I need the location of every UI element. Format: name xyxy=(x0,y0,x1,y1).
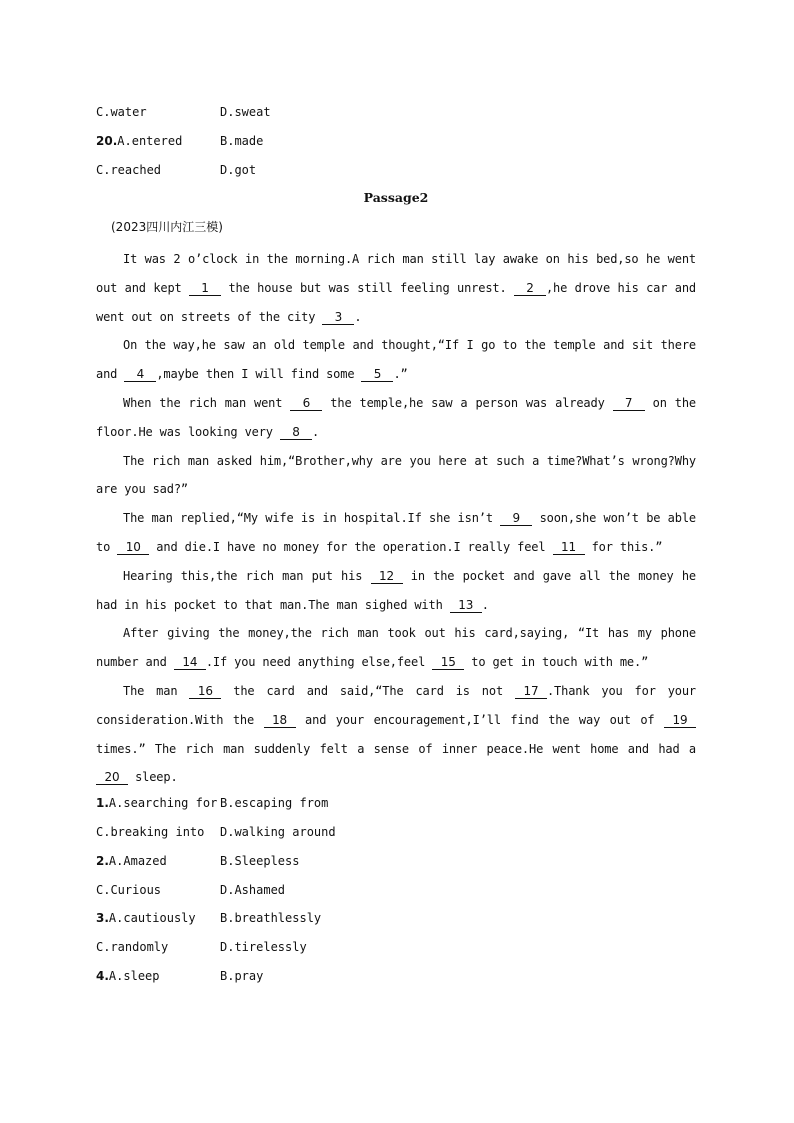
paragraph-text: On the way,he saw an old temple and thought,“If I go to the temple and sit there and xyxy=(96,338,696,382)
option-a: A.cautiously xyxy=(108,911,196,926)
paragraph-text: The man xyxy=(123,683,190,698)
blank-5: 5 xyxy=(361,367,393,382)
blank-4: 4 xyxy=(124,367,156,382)
blank-18: 18 xyxy=(264,713,296,728)
option-b: D.walking around xyxy=(220,824,336,839)
blank-20: 20 xyxy=(96,770,128,785)
passage-title: Passage2 xyxy=(363,190,429,206)
blank-12: 12 xyxy=(371,569,403,584)
paragraph-text: .” xyxy=(393,367,408,382)
paragraph-text: ,he drove his car and went out on streets of the city xyxy=(96,280,696,324)
option-b: D.Ashamed xyxy=(220,882,286,897)
option-a: A.Amazed xyxy=(108,853,167,868)
paragraph-1 xyxy=(96,245,696,331)
question-number: 20. xyxy=(96,133,118,148)
paragraph-text: times.” The rich man suddenly felt a sense of inner peace.He went home and had a xyxy=(96,741,696,756)
option-b: B.Sleepless xyxy=(220,853,300,868)
paragraph-6 xyxy=(96,562,696,620)
question-number: 2. xyxy=(96,853,109,868)
blank-13: 13 xyxy=(450,598,482,613)
blank-9: 9 xyxy=(500,511,532,526)
option-a: C.Curious xyxy=(96,882,162,897)
option-a: A.searching for xyxy=(108,796,218,811)
paragraph-3 xyxy=(96,389,696,447)
paragraph-text: and die.I have no money for the operation.I really feel xyxy=(149,539,553,554)
paragraph-7 xyxy=(96,619,696,677)
blank-7: 7 xyxy=(613,396,645,411)
blank-8: 8 xyxy=(280,425,312,440)
option-row xyxy=(96,792,696,821)
paragraph-text: . xyxy=(481,597,489,612)
paragraph-text: in the pocket and gave all the money he had in his pocket to that man.The man sighed with xyxy=(96,568,696,612)
option-row xyxy=(96,850,696,879)
paragraph-text: for this.” xyxy=(584,539,663,554)
option-b: D.got xyxy=(220,162,257,177)
paragraph-text: . xyxy=(311,424,320,439)
option-row xyxy=(96,821,696,850)
option-a: A.entered xyxy=(117,133,183,148)
option-row xyxy=(96,907,696,936)
paragraph-text: .Thank you for your consideration.With the xyxy=(96,683,697,727)
option-row xyxy=(96,159,696,188)
paragraph-text: the house but was still feeling unrest. xyxy=(221,280,514,295)
option-row xyxy=(96,101,696,130)
blank-10: 10 xyxy=(117,540,149,555)
option-b: B.escaping from xyxy=(220,796,329,811)
option-row xyxy=(96,965,696,994)
passage-source: (2023四川内江三模) xyxy=(111,220,223,235)
option-a: A.sleep xyxy=(108,968,160,983)
exam-page xyxy=(96,101,696,994)
blank-11: 11 xyxy=(553,540,585,555)
paragraph-text: The man replied,“My wife is in hospital.If she isn’t xyxy=(123,511,501,526)
paragraph-text: Hearing this,the rich man put his xyxy=(123,568,371,583)
paragraph-text: After giving the money,the rich man took out his card,saying, “It has my phone number and xyxy=(96,626,696,670)
option-b: D.sweat xyxy=(220,105,271,119)
paragraph-text: the temple,he saw a person was already xyxy=(322,395,613,410)
blank-19: 19 xyxy=(664,713,696,728)
paragraph-text: ,maybe then I will find some xyxy=(156,367,362,382)
option-a: C.water xyxy=(96,105,147,119)
paragraph-text: soon,she won’t be able to xyxy=(96,511,696,554)
paragraph-text: .If you need anything else,feel xyxy=(205,655,433,670)
blank-14: 14 xyxy=(174,655,206,670)
option-b: D.tirelessly xyxy=(220,940,307,955)
paragraph-text: It was 2 o’clock in the morning.A rich man still lay awake on his bed,so he went out and kept xyxy=(96,251,696,295)
paragraph-text: to get in touch with me.” xyxy=(464,655,649,670)
paragraph-text: . xyxy=(354,309,362,324)
question-number: 1. xyxy=(96,796,109,811)
question-number: 3. xyxy=(96,911,109,926)
paragraph-text: The rich man asked him,“Brother,why are you here at such a time?What’s wrong?Why are you sad?” xyxy=(96,453,696,497)
option-row xyxy=(96,936,696,965)
blank-17: 17 xyxy=(515,684,547,699)
question-number: 4. xyxy=(96,968,109,983)
paragraph-text: and your encouragement,I’ll find the way out of xyxy=(295,712,665,727)
paragraph-8 xyxy=(96,677,696,792)
paragraph-text: sleep. xyxy=(128,770,178,785)
paragraph-text: on the floor.He was looking very xyxy=(96,395,696,439)
option-a: C.reached xyxy=(96,162,162,177)
blank-16: 16 xyxy=(189,684,221,699)
option-a: C.breaking into xyxy=(96,824,205,839)
blank-1: 1 xyxy=(189,281,221,296)
blank-3: 3 xyxy=(322,310,354,325)
option-b: B.pray xyxy=(220,968,264,983)
blank-15: 15 xyxy=(432,655,464,670)
paragraph-2 xyxy=(96,331,696,389)
paragraph-5 xyxy=(96,504,696,562)
option-a: C.randomly xyxy=(96,940,169,955)
paragraph-4 xyxy=(96,447,696,505)
blank-6: 6 xyxy=(290,396,322,411)
option-row xyxy=(96,130,696,159)
paragraph-text: the card and said,“The card is not xyxy=(221,683,515,698)
option-row xyxy=(96,879,696,908)
option-b: B.made xyxy=(220,133,264,148)
paragraph-text: When the rich man went xyxy=(123,395,291,410)
blank-2: 2 xyxy=(514,281,546,296)
option-b: B.breathlessly xyxy=(220,911,322,926)
